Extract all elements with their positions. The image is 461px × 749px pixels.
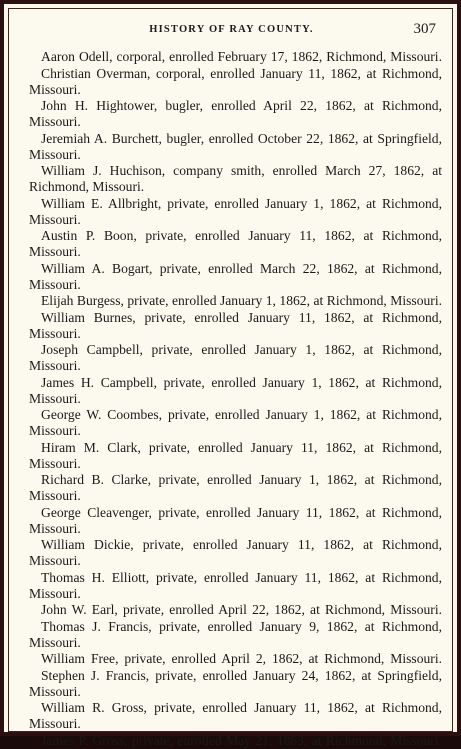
roster-entry: George W. Coombes, private, enrolled January 1, 1862, at Richmond, Missouri.	[29, 407, 442, 438]
roster-entry: William A. Bogart, private, enrolled March 22, 1862, at Richmond, Missouri.	[29, 260, 442, 292]
roster-entry: Elijah Burgess, private, enrolled January 1, 1862, at Richmond, Missouri.	[41, 293, 442, 308]
roster-entry: Jeremiah A. Burchett, bugler, enrolled October 22, 1862, at Springfield, Missouri.	[29, 130, 442, 162]
page-header	[9, 21, 454, 41]
roster-entry: John H. Hightower, bugler, enrolled April 22, 1862, at Richmond, Missouri.	[29, 98, 442, 129]
roster-entry: Richard B. Clarke, private, enrolled January 1, 1862, at Richmond, Missouri.	[29, 472, 442, 503]
roster-entry: William R. Gross, private, enrolled January 11, 1862, at Richmond, Missouri.	[29, 700, 442, 731]
roster-entry: William Burnes, private, enrolled January 11, 1862, at Richmond, Missouri.	[29, 309, 442, 341]
page-number: 307	[413, 21, 436, 37]
roster-entry: Stephen J. Francis, private, enrolled January 24, 1862, at Springfield, Missouri.	[29, 667, 442, 699]
roster-entry: Aaron Odell, corporal, enrolled February 17, 1862, Richmond, Missouri.	[41, 49, 442, 64]
roster-entry: Thomas J. Francis, private, enrolled January 9, 1862, at Richmond, Missouri.	[29, 618, 442, 650]
roster-entry: Austin P. Boon, private, enrolled January 11, 1862, at Richmond, Missouri.	[29, 228, 442, 259]
roster-entry: William Free, private, enrolled April 2, 1862, at Richmond, Missouri.	[41, 651, 442, 666]
roster-entry: George Cleavenger, private, enrolled January 11, 1862, at Richmond, Missouri.	[29, 504, 442, 536]
running-head: HISTORY OF RAY COUNTY.	[149, 24, 314, 35]
roster-entry: James P. Gross, private, enrolled May 21, 1863, at Richmond, Missouri.	[41, 732, 442, 748]
roster-entry: Hiram M. Clark, private, enrolled January 11, 1862, at Richmond, Missouri.	[29, 439, 442, 471]
roster-entry: William J. Huchison, company smith, enrolled March 27, 1862, at Richmond, Missouri.	[29, 163, 442, 194]
roster-entry: William Dickie, private, enrolled January 11, 1862, at Richmond, Missouri.	[29, 537, 442, 568]
roster-entry: William E. Allbright, private, enrolled January 1, 1862, at Richmond, Missouri.	[29, 195, 442, 227]
roster-entry: James H. Campbell, private, enrolled January 1, 1862, at Richmond, Missouri.	[29, 374, 442, 406]
roster-list	[29, 49, 442, 749]
book-page	[8, 8, 453, 748]
roster-entry: John W. Earl, private, enrolled April 22, 1862, at Richmond, Missouri.	[41, 602, 442, 617]
roster-entry: Christian Overman, corporal, enrolled January 11, 1862, at Richmond, Missouri.	[29, 65, 442, 97]
roster-entry: Joseph Campbell, private, enrolled January 1, 1862, at Richmond, Missouri.	[29, 342, 442, 373]
roster-entry: Thomas H. Elliott, private, enrolled January 11, 1862, at Richmond, Missouri.	[29, 569, 442, 601]
